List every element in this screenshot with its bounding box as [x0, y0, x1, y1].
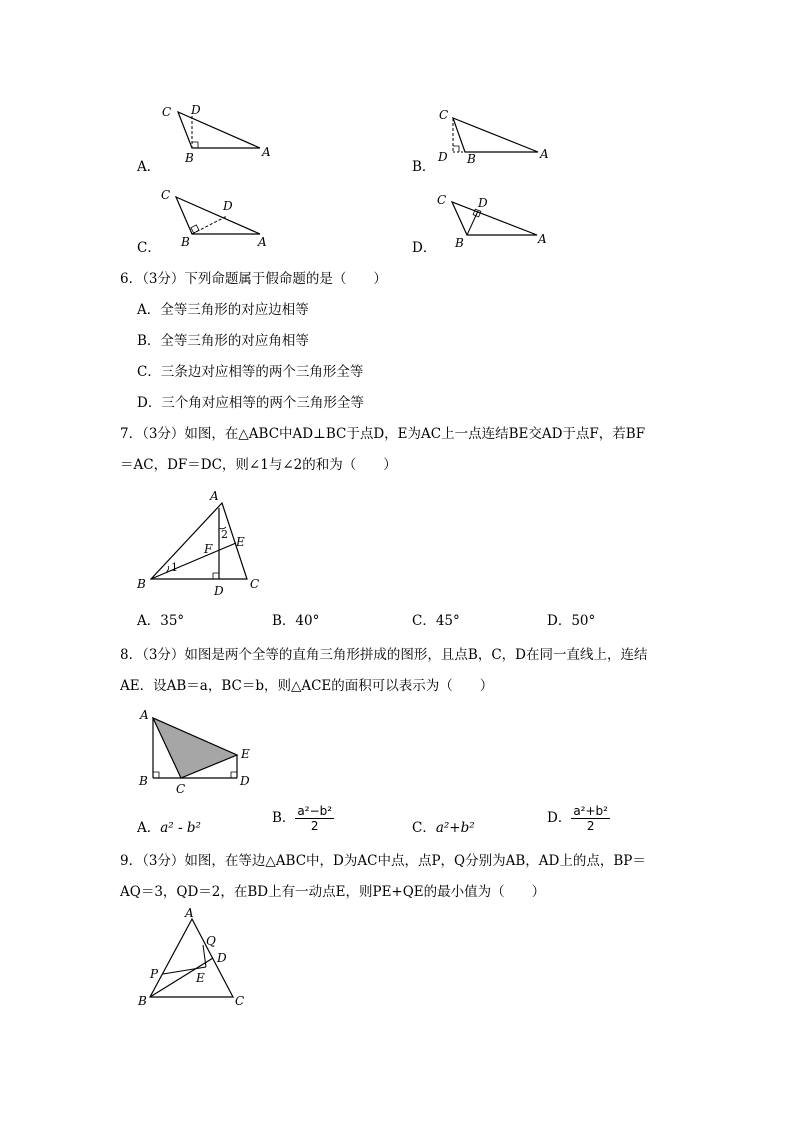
q5a-label-a: A [262, 145, 271, 159]
q8-option-d: D． $\frac{\text{a²+b²}}{2}$ [547, 804, 608, 833]
q9-label-c: C [235, 994, 245, 1008]
q7-label-1: 1 [171, 561, 178, 574]
q7-label-a: A [210, 489, 219, 503]
q8-option-a: A．a² - b² [137, 820, 201, 836]
q8-option-c-expr: a²+b² [435, 820, 475, 836]
q7-label-b: B [137, 577, 146, 591]
q9-label-b: B [138, 994, 147, 1008]
q9-label-d: D [217, 951, 227, 965]
q5c-label-c: C [161, 188, 171, 202]
q5-option-c-letter: C． [137, 240, 161, 256]
q6-option-c: C．三条边对应相等的两个三角形全等 [137, 364, 364, 380]
q7-label-f: F [204, 542, 213, 556]
q5b-label-c: C [439, 108, 449, 122]
q5c-label-d: D [223, 199, 233, 213]
q5b-label-b: B [467, 152, 476, 166]
q5b-label-d: D [438, 150, 448, 164]
q5b-label-a: A [540, 147, 549, 161]
q7-label-d: D [214, 584, 224, 598]
q5-option-b-letter: B． [412, 159, 436, 175]
q5-option-d-letter: D． [412, 240, 437, 256]
q5a-label-c: C [162, 105, 172, 119]
q5c-label-a: A [258, 235, 267, 249]
q7-option-d: D．50° [547, 613, 596, 629]
q9-label-p: P [150, 967, 159, 981]
q7-label-c: C [250, 577, 260, 591]
q6-option-a: A．全等三角形的对应边相等 [137, 302, 309, 318]
q8-label-c: C [176, 782, 186, 796]
q9-label-e: E [196, 971, 205, 985]
q6-option-b: B．全等三角形的对应角相等 [137, 333, 309, 349]
q5a-label-d: D [191, 103, 201, 117]
q7-stem-line2: ＝AC，DF＝DC，则∠1与∠2的和为（ ） [120, 457, 397, 473]
q8-option-a-expr: a² - b² [160, 820, 201, 836]
q7-option-c: C．45° [412, 613, 460, 629]
q9-stem-line2: AQ＝3，QD＝2，在BD上有一动点E，则PE+QE的最小值为（ ） [120, 884, 546, 900]
q9-label-q: Q [206, 934, 216, 948]
q5d-label-b: B [455, 236, 464, 250]
q8-stem-line2: AE．设AB＝a，BC＝b，则△ACE的面积可以表示为（ ） [120, 678, 494, 694]
q8-label-b: B [139, 774, 148, 788]
q8-label-a: A [140, 708, 149, 722]
q8-option-d-fraction: $\frac{\text{a²+b²}}{2}$ [573, 804, 608, 833]
q5a-label-b: B [185, 151, 194, 165]
q5d-label-a: A [538, 232, 547, 246]
q8-option-b: B． $\frac{\text{a²−b²}}{2}$ [272, 804, 333, 833]
q7-option-a: A．35° [137, 613, 185, 629]
q5-option-a-letter: A． [137, 159, 161, 175]
q6-stem: 6．（3分）下列命题属于假命题的是（ ） [120, 271, 387, 287]
q9-label-a: A [185, 906, 194, 920]
q8-option-c: C．a²+b² [412, 820, 475, 836]
q8-label-e: E [241, 747, 250, 761]
q8-label-d: D [240, 774, 250, 788]
q8-option-b-fraction: $\frac{\text{a²−b²}}{2}$ [297, 804, 333, 833]
q8-stem-line1: 8．（3分）如图是两个全等的直角三角形拼成的图形，且点B，C，D在同一直线上，连结 [120, 647, 648, 663]
q5d-label-d: D [478, 196, 488, 210]
q9-stem-line1: 9．（3分）如图，在等边△ABC中，D为AC中点，点P，Q分别为AB，AD上的点，BP＝ [120, 853, 646, 869]
q5d-label-c: C [437, 193, 447, 207]
q7-label-2: 2 [221, 528, 228, 541]
q7-stem-line1: 7．（3分）如图，在△ABC中AD⊥BC于点D，E为AC上一点连结BE交AD于点F，若BF [120, 426, 646, 442]
q5c-label-b: B [181, 235, 190, 249]
q6-option-d: D．三个角对应相等的两个三角形全等 [137, 395, 364, 411]
q7-option-b: B．40° [272, 613, 320, 629]
q7-label-e: E [236, 535, 245, 549]
